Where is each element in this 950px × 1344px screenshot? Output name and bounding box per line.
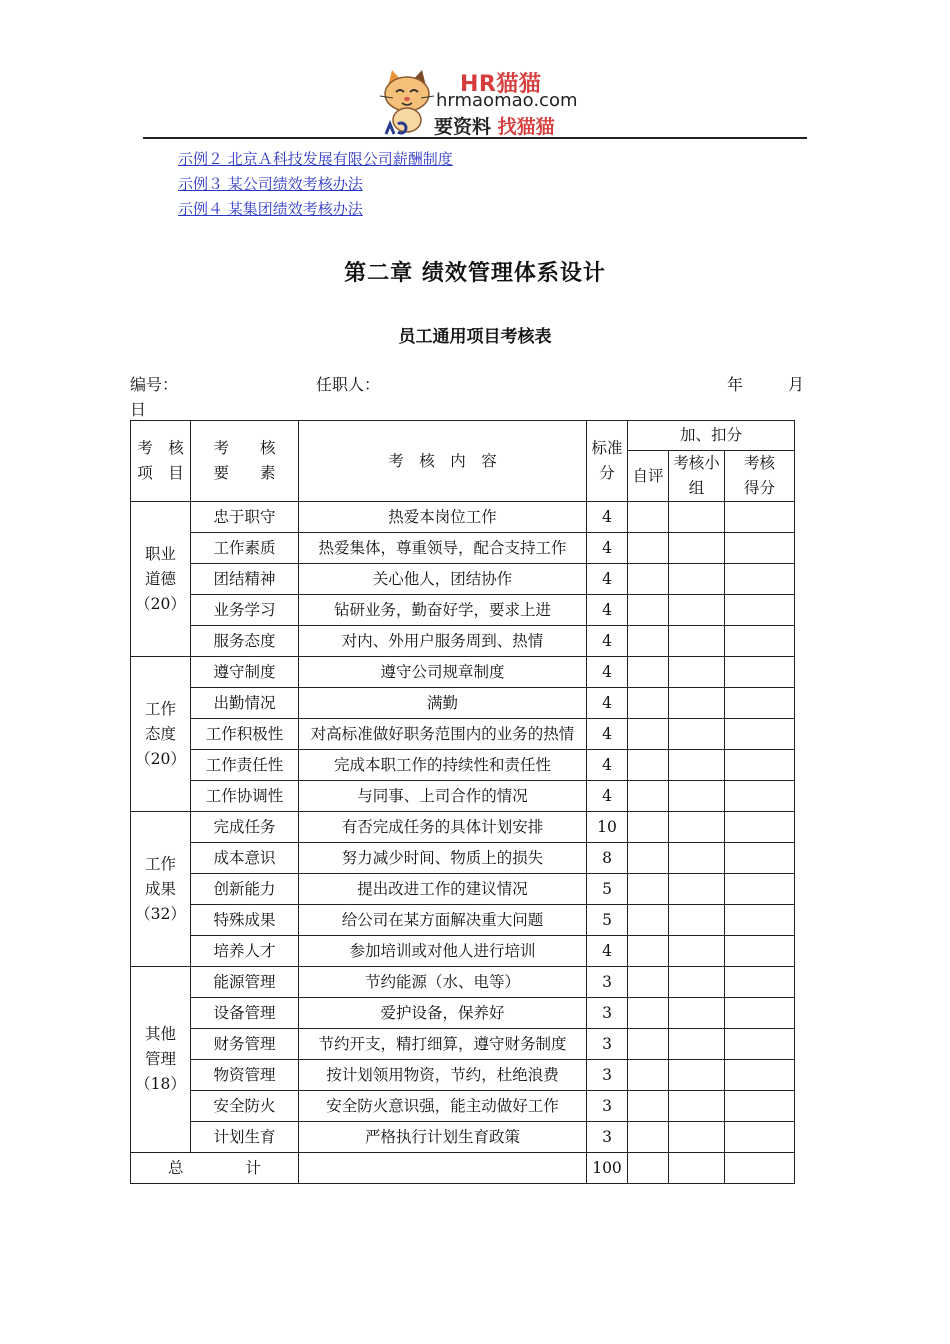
header-category <box>131 421 191 502</box>
self-eval-cell[interactable] <box>628 936 669 967</box>
standard-score-cell: 4 <box>587 626 628 657</box>
total-group-cell[interactable] <box>669 1153 725 1184</box>
self-eval-cell[interactable] <box>628 905 669 936</box>
category-name-line1: 工作 <box>144 699 176 718</box>
self-eval-cell[interactable] <box>628 1060 669 1091</box>
content-cell: 给公司在某方面解决重大问题 <box>299 905 587 936</box>
header-standard-line2: 分 <box>599 464 615 482</box>
content-cell: 参加培训或对他人进行培训 <box>299 936 587 967</box>
category-name-line1: 工作 <box>144 854 176 873</box>
self-eval-cell[interactable] <box>628 1122 669 1153</box>
group-eval-cell[interactable] <box>669 626 725 657</box>
element-cell: 工作素质 <box>191 533 299 564</box>
table-row <box>131 998 795 1029</box>
self-eval-cell[interactable] <box>628 967 669 998</box>
self-eval-cell[interactable] <box>628 1029 669 1060</box>
link-example-3[interactable]: 示例３ 某公司绩效考核办法 <box>178 175 363 193</box>
category-name-line2: 道德 <box>144 569 176 588</box>
header-content: 考 核 内 容 <box>299 421 587 502</box>
group-eval-cell[interactable] <box>669 812 725 843</box>
table-row <box>131 533 795 564</box>
header-score-line1: 考核 <box>744 454 776 472</box>
group-eval-cell[interactable] <box>669 781 725 812</box>
category-cell <box>131 657 191 812</box>
header-standard-line1: 标准 <box>591 439 623 457</box>
header-category-line2: 项 目 <box>137 464 184 482</box>
header-group-line2: 组 <box>688 479 705 497</box>
self-eval-cell[interactable] <box>628 781 669 812</box>
standard-score-cell: 4 <box>587 595 628 626</box>
content-cell: 与同事、上司合作的情况 <box>299 781 587 812</box>
header-score-line2: 得分 <box>744 479 776 497</box>
day-label: 日 <box>130 400 147 419</box>
table-title: 员工通用项目考核表 <box>398 327 552 347</box>
group-eval-cell[interactable] <box>669 502 725 533</box>
group-eval-cell[interactable] <box>669 1091 725 1122</box>
number-label: 编号： <box>130 375 179 394</box>
content-cell: 严格执行计划生育政策 <box>299 1122 587 1153</box>
content-cell: 对高标准做好职务范围内的业务的热情 <box>299 719 587 750</box>
final-score-cell[interactable] <box>725 874 795 905</box>
chapter-title: 第二章 绩效管理体系设计 <box>344 261 606 286</box>
self-eval-cell[interactable] <box>628 998 669 1029</box>
category-total: （32） <box>135 904 186 923</box>
table-row <box>131 750 795 781</box>
category-cell <box>131 812 191 967</box>
group-eval-cell[interactable] <box>669 1060 725 1091</box>
element-cell: 遵守制度 <box>191 657 299 688</box>
table-row <box>131 1060 795 1091</box>
final-score-cell[interactable] <box>725 1029 795 1060</box>
table-row <box>131 812 795 843</box>
final-score-cell[interactable] <box>725 533 795 564</box>
table-row <box>131 688 795 719</box>
element-cell: 能源管理 <box>191 967 299 998</box>
category-cell <box>131 967 191 1153</box>
standard-score-cell: 10 <box>587 812 628 843</box>
content-cell: 完成本职工作的持续性和责任性 <box>299 750 587 781</box>
category-total: （18） <box>135 1075 186 1093</box>
element-cell: 物资管理 <box>191 1060 299 1091</box>
header-score <box>725 451 795 502</box>
final-score-cell[interactable] <box>725 564 795 595</box>
element-cell: 完成任务 <box>191 812 299 843</box>
final-score-cell[interactable] <box>725 719 795 750</box>
element-cell: 工作积极性 <box>191 719 299 750</box>
element-cell: 业务学习 <box>191 595 299 626</box>
header-element <box>191 421 299 502</box>
group-eval-cell[interactable] <box>669 998 725 1029</box>
category-total: （20） <box>135 749 186 768</box>
element-cell: 财务管理 <box>191 1029 299 1060</box>
link-example-4[interactable]: 示例４ 某集团绩效考核办法 <box>178 200 363 218</box>
table-row <box>131 781 795 812</box>
category-name-line1: 其他 <box>144 1025 176 1043</box>
final-score-cell[interactable] <box>725 998 795 1029</box>
standard-score-cell: 4 <box>587 502 628 533</box>
element-cell: 特殊成果 <box>191 905 299 936</box>
link-example-2[interactable]: 示例２ 北京Ａ科技发展有限公司薪酬制度 <box>178 150 453 168</box>
element-cell: 设备管理 <box>191 998 299 1029</box>
standard-score-cell: 3 <box>587 1122 628 1153</box>
table-row <box>131 1029 795 1060</box>
header-group-line1: 考核小 <box>673 454 720 472</box>
self-eval-cell[interactable] <box>628 719 669 750</box>
table-row <box>131 564 795 595</box>
group-eval-cell[interactable] <box>669 967 725 998</box>
element-cell: 工作协调性 <box>191 781 299 812</box>
content-cell: 钻研业务，勤奋好学，要求上进 <box>299 595 587 626</box>
header-adjust: 加、扣分 <box>628 421 795 451</box>
standard-score-cell: 3 <box>587 1029 628 1060</box>
standard-score-cell: 3 <box>587 998 628 1029</box>
content-cell: 提出改进工作的建议情况 <box>299 874 587 905</box>
header-standard <box>587 421 628 502</box>
self-eval-cell[interactable] <box>628 874 669 905</box>
header-self: 自评 <box>628 451 669 502</box>
element-cell: 计划生育 <box>191 1122 299 1153</box>
self-eval-cell[interactable] <box>628 750 669 781</box>
standard-score-cell: 5 <box>587 905 628 936</box>
category-cell <box>131 502 191 657</box>
standard-score-cell: 5 <box>587 874 628 905</box>
content-cell: 满勤 <box>299 688 587 719</box>
table-row <box>131 657 795 688</box>
table-row <box>131 905 795 936</box>
table-row <box>131 502 795 533</box>
category-name-line1: 职业 <box>144 544 176 563</box>
content-cell: 努力减少时间、物质上的损失 <box>299 843 587 874</box>
table-row <box>131 874 795 905</box>
slogan-highlight: 找猫猫 <box>497 116 555 138</box>
final-score-cell[interactable] <box>725 812 795 843</box>
total-final-cell[interactable] <box>725 1153 795 1184</box>
group-eval-cell[interactable] <box>669 595 725 626</box>
brand-domain: hrmaomao.com <box>436 90 578 111</box>
group-eval-cell[interactable] <box>669 719 725 750</box>
content-cell: 节约能源（水、电等） <box>299 967 587 998</box>
total-self-cell[interactable] <box>628 1153 669 1184</box>
final-score-cell[interactable] <box>725 1122 795 1153</box>
total-row <box>131 1153 795 1184</box>
group-eval-cell[interactable] <box>669 843 725 874</box>
content-cell: 对内、外用户服务周到、热情 <box>299 626 587 657</box>
category-name-line2: 态度 <box>144 724 176 743</box>
element-cell: 安全防火 <box>191 1091 299 1122</box>
year-label: 年 <box>727 375 744 394</box>
element-cell: 成本意识 <box>191 843 299 874</box>
final-score-cell[interactable] <box>725 967 795 998</box>
final-score-cell[interactable] <box>725 688 795 719</box>
final-score-cell[interactable] <box>725 657 795 688</box>
standard-score-cell: 3 <box>587 1060 628 1091</box>
content-cell: 关心他人，团结协作 <box>299 564 587 595</box>
standard-score-cell: 4 <box>587 688 628 719</box>
self-eval-cell[interactable] <box>628 812 669 843</box>
self-eval-cell[interactable] <box>628 595 669 626</box>
element-cell: 服务态度 <box>191 626 299 657</box>
standard-score-cell: 4 <box>587 936 628 967</box>
element-cell: 出勤情况 <box>191 688 299 719</box>
table-row <box>131 719 795 750</box>
content-cell: 热爱本岗位工作 <box>299 502 587 533</box>
content-cell: 热爱集体，尊重领导，配合支持工作 <box>299 533 587 564</box>
assessment-table <box>130 420 795 1184</box>
category-total: （20） <box>135 594 186 613</box>
content-cell: 安全防火意识强，能主动做好工作 <box>299 1091 587 1122</box>
group-eval-cell[interactable] <box>669 533 725 564</box>
standard-score-cell: 8 <box>587 843 628 874</box>
self-eval-cell[interactable] <box>628 1091 669 1122</box>
example-links <box>178 147 453 222</box>
standard-score-cell: 4 <box>587 719 628 750</box>
element-cell: 忠于职守 <box>191 502 299 533</box>
site-logo <box>376 66 596 138</box>
self-eval-cell[interactable] <box>628 533 669 564</box>
final-score-cell[interactable] <box>725 1091 795 1122</box>
final-score-cell[interactable] <box>725 905 795 936</box>
header-element-line1: 考 核 <box>213 439 276 457</box>
table-row <box>131 595 795 626</box>
header-category-line1: 考 核 <box>137 439 184 457</box>
content-cell: 按计划领用物资，节约，杜绝浪费 <box>299 1060 587 1091</box>
final-score-cell[interactable] <box>725 1060 795 1091</box>
person-label: 任职人： <box>316 375 381 394</box>
month-label: 月 <box>788 375 805 394</box>
element-cell: 工作责任性 <box>191 750 299 781</box>
standard-score-cell: 3 <box>587 967 628 998</box>
group-eval-cell[interactable] <box>669 688 725 719</box>
element-cell: 团结精神 <box>191 564 299 595</box>
final-score-cell[interactable] <box>725 781 795 812</box>
self-eval-cell[interactable] <box>628 564 669 595</box>
brand-name: HR猫猫 <box>460 72 542 97</box>
group-eval-cell[interactable] <box>669 1029 725 1060</box>
category-name-line2: 管理 <box>144 1050 176 1068</box>
group-eval-cell[interactable] <box>669 874 725 905</box>
group-eval-cell[interactable] <box>669 905 725 936</box>
table-row <box>131 967 795 998</box>
standard-score-cell: 3 <box>587 1091 628 1122</box>
slogan-prefix: 要资料 <box>434 116 492 138</box>
self-eval-cell[interactable] <box>628 843 669 874</box>
brand-slogan <box>434 112 555 139</box>
element-cell: 培养人才 <box>191 936 299 967</box>
content-cell: 爱护设备，保养好 <box>299 998 587 1029</box>
standard-score-cell: 4 <box>587 533 628 564</box>
element-cell: 创新能力 <box>191 874 299 905</box>
self-eval-cell[interactable] <box>628 688 669 719</box>
table-row <box>131 843 795 874</box>
standard-score-cell: 4 <box>587 750 628 781</box>
self-eval-cell[interactable] <box>628 626 669 657</box>
header-group <box>669 451 725 502</box>
final-score-cell[interactable] <box>725 843 795 874</box>
total-score: 100 <box>587 1153 628 1184</box>
group-eval-cell[interactable] <box>669 750 725 781</box>
standard-score-cell: 4 <box>587 781 628 812</box>
table-row <box>131 626 795 657</box>
category-name-line2: 成果 <box>144 879 176 898</box>
content-cell: 节约开支，精打细算，遵守财务制度 <box>299 1029 587 1060</box>
group-eval-cell[interactable] <box>669 564 725 595</box>
total-content-cell <box>299 1153 587 1184</box>
group-eval-cell[interactable] <box>669 657 725 688</box>
final-score-cell[interactable] <box>725 936 795 967</box>
standard-score-cell: 4 <box>587 657 628 688</box>
final-score-cell[interactable] <box>725 502 795 533</box>
self-eval-cell[interactable] <box>628 502 669 533</box>
table-row <box>131 936 795 967</box>
table-row <box>131 1091 795 1122</box>
final-score-cell[interactable] <box>725 626 795 657</box>
table-row <box>131 1122 795 1153</box>
standard-score-cell: 4 <box>587 564 628 595</box>
content-cell: 遵守公司规章制度 <box>299 657 587 688</box>
cat-icon <box>376 68 438 136</box>
group-eval-cell[interactable] <box>669 1122 725 1153</box>
total-label: 总 计 <box>131 1153 299 1184</box>
final-score-cell[interactable] <box>725 595 795 626</box>
final-score-cell[interactable] <box>725 750 795 781</box>
header-divider <box>143 137 807 139</box>
group-eval-cell[interactable] <box>669 936 725 967</box>
self-eval-cell[interactable] <box>628 657 669 688</box>
header-element-line2: 要 素 <box>213 464 276 482</box>
content-cell: 有否完成任务的具体计划安排 <box>299 812 587 843</box>
